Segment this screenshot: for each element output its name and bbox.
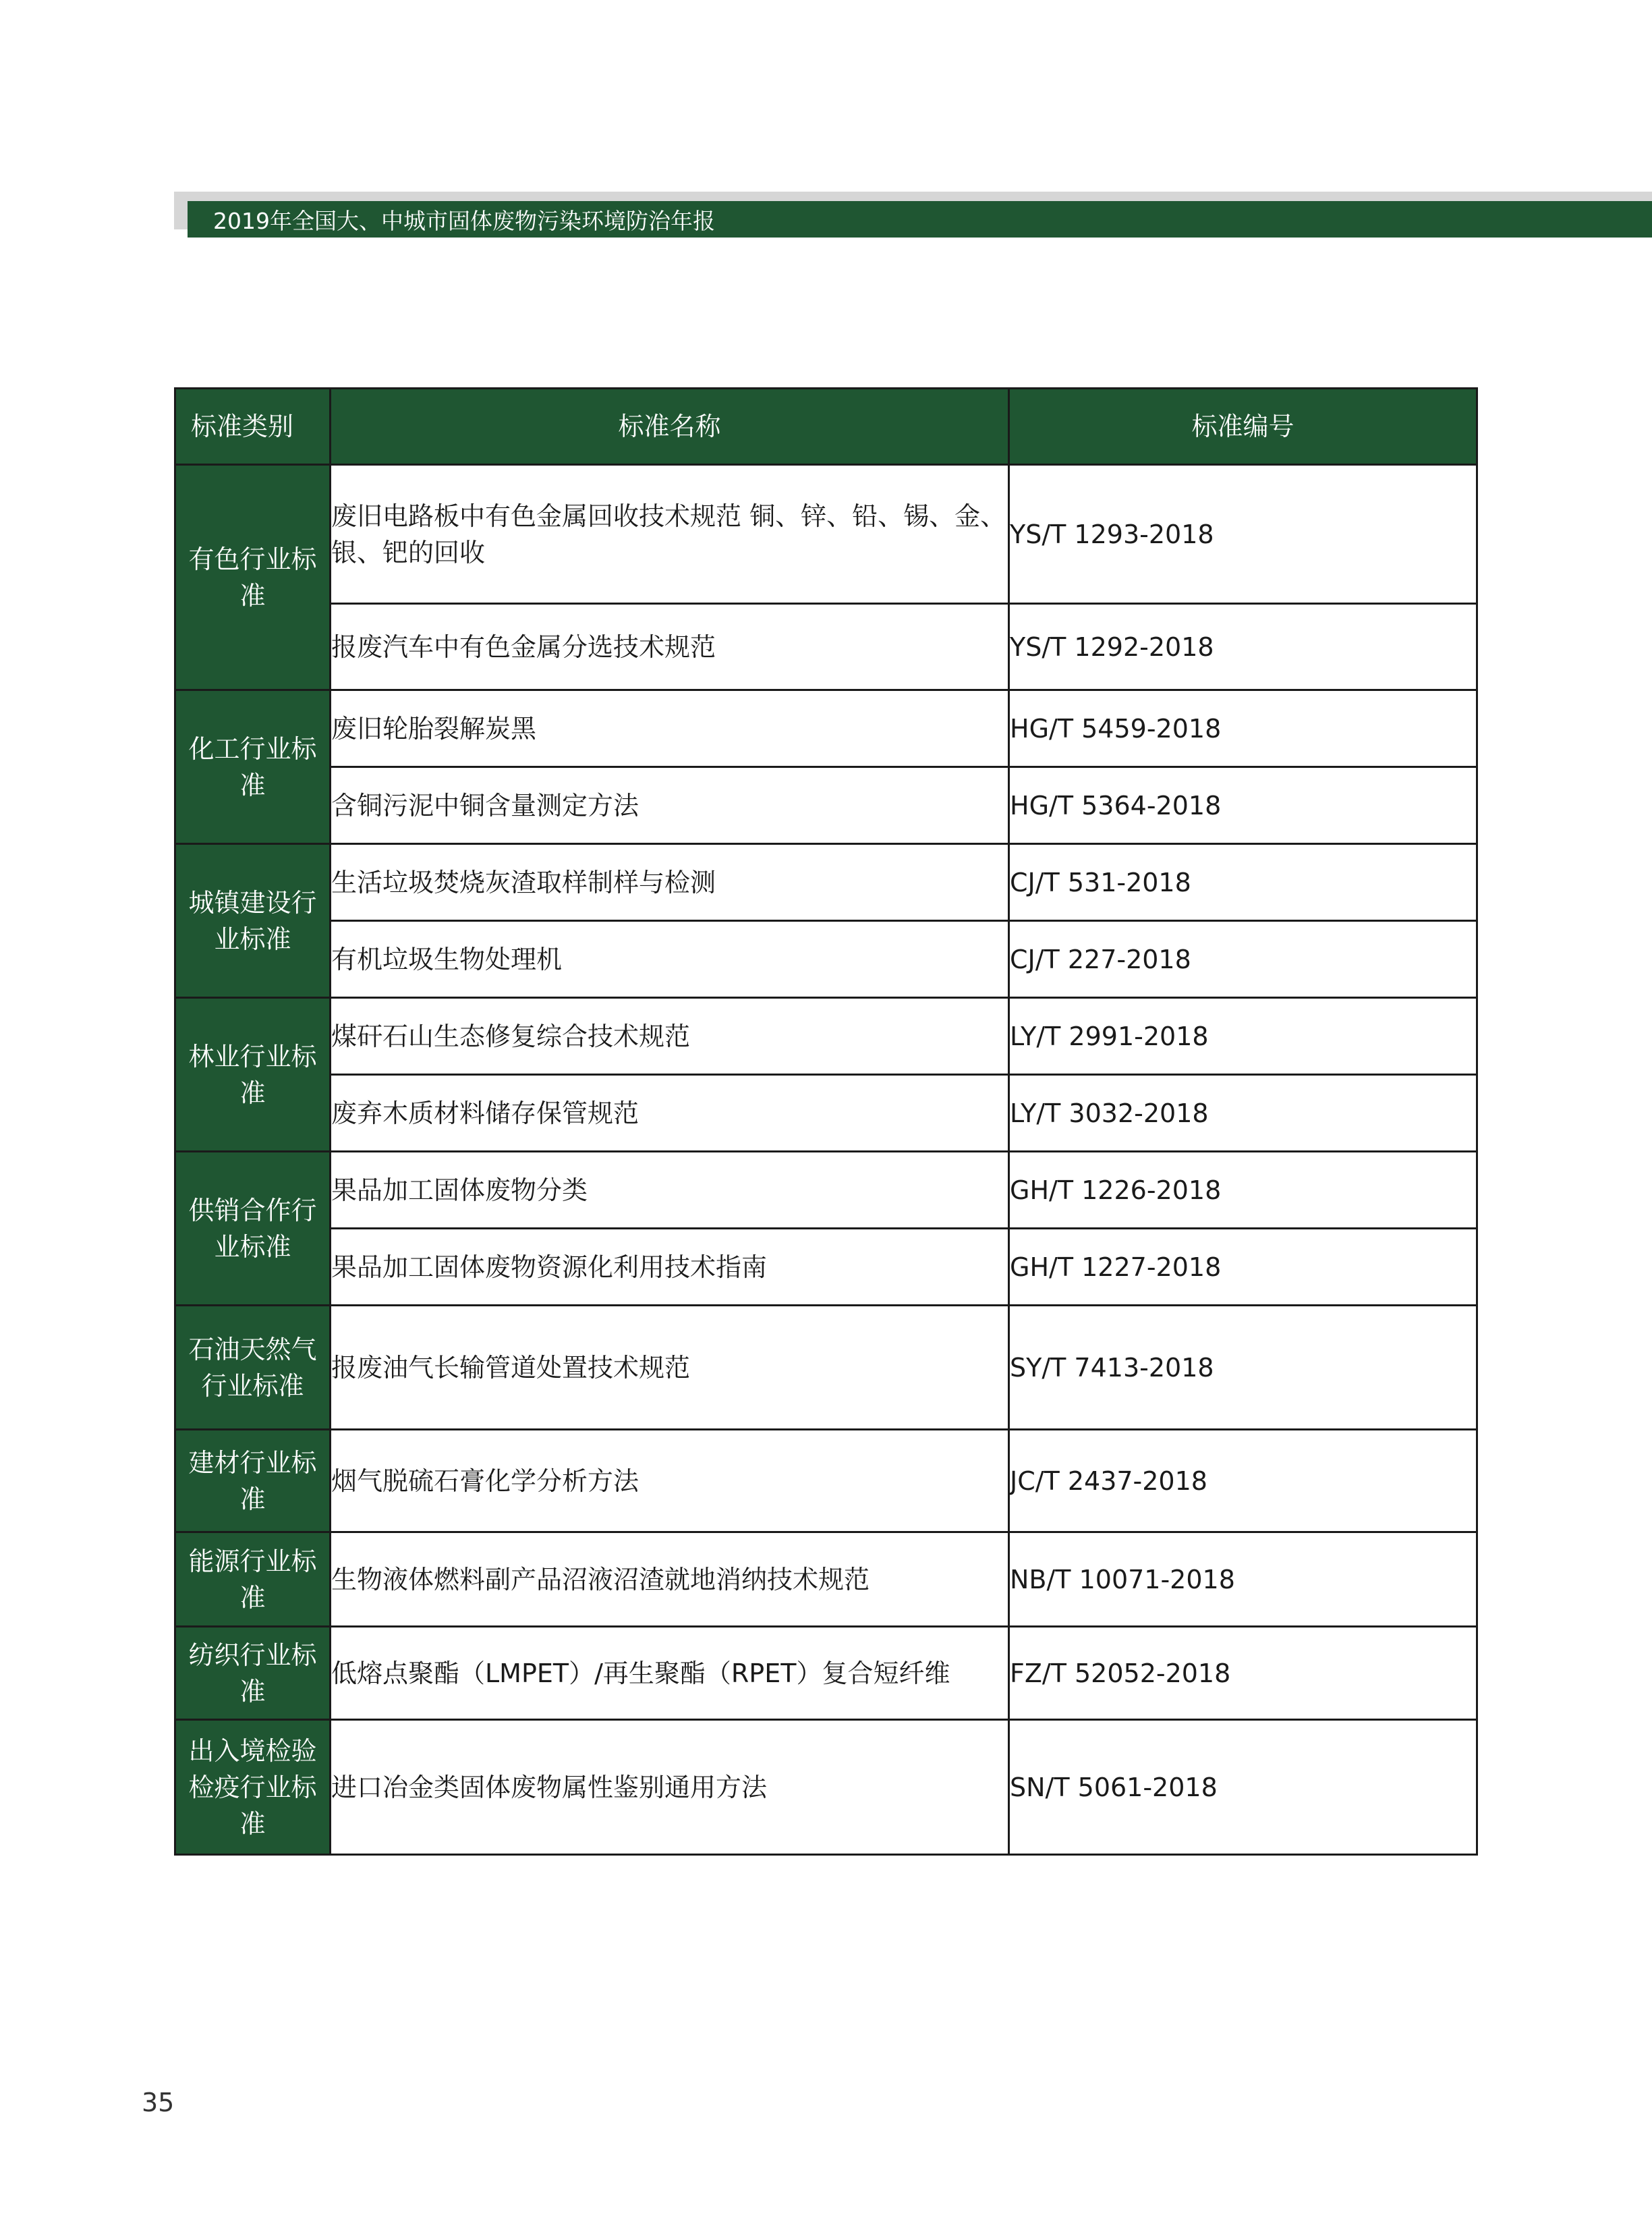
standard-name: 含铜污泥中铜含量测定方法 bbox=[331, 767, 1009, 844]
standard-name: 生活垃圾焚烧灰渣取样制样与检测 bbox=[331, 844, 1009, 921]
standard-code: JC/T 2437-2018 bbox=[1009, 1430, 1477, 1532]
standard-name: 报废汽车中有色金属分选技术规范 bbox=[331, 604, 1009, 690]
table-row bbox=[175, 1720, 1477, 1855]
standard-code: NB/T 10071-2018 bbox=[1009, 1532, 1477, 1627]
standard-name: 进口冶金类固体废物属性鉴别通用方法 bbox=[331, 1720, 1009, 1855]
category-cell: 林业行业标准 bbox=[175, 998, 331, 1152]
standard-name: 有机垃圾生物处理机 bbox=[331, 921, 1009, 998]
standard-name: 烟气脱硫石膏化学分析方法 bbox=[331, 1430, 1009, 1532]
column-header-name: 标准名称 bbox=[331, 389, 1009, 465]
report-header-bar bbox=[188, 201, 1652, 238]
table-row bbox=[175, 1532, 1477, 1627]
standard-code: FZ/T 52052-2018 bbox=[1009, 1627, 1477, 1720]
category-cell: 建材行业标准 bbox=[175, 1430, 331, 1532]
standard-name: 废弃木质材料储存保管规范 bbox=[331, 1075, 1009, 1152]
standard-code: CJ/T 531-2018 bbox=[1009, 844, 1477, 921]
standard-name: 报废油气长输管道处置技术规范 bbox=[331, 1306, 1009, 1430]
standard-name: 废旧电路板中有色金属回收技术规范 铜、锌、铅、锡、金、银、钯的回收 bbox=[331, 465, 1009, 604]
page-number: 35 bbox=[142, 2088, 175, 2117]
table-row bbox=[175, 690, 1477, 767]
standard-code: YS/T 1293-2018 bbox=[1009, 465, 1477, 604]
standard-name: 生物液体燃料副产品沼液沼渣就地消纳技术规范 bbox=[331, 1532, 1009, 1627]
category-cell: 有色行业标准 bbox=[175, 465, 331, 690]
category-cell: 石油天然气行业标准 bbox=[175, 1306, 331, 1430]
table-row bbox=[175, 767, 1477, 844]
standards-table bbox=[174, 387, 1478, 1856]
table-row bbox=[175, 1075, 1477, 1152]
standard-code: HG/T 5459-2018 bbox=[1009, 690, 1477, 767]
standard-code: GH/T 1227-2018 bbox=[1009, 1229, 1477, 1306]
category-cell: 供销合作行业标准 bbox=[175, 1152, 331, 1306]
standard-code: LY/T 2991-2018 bbox=[1009, 998, 1477, 1075]
table-row bbox=[175, 1152, 1477, 1229]
table-row bbox=[175, 1627, 1477, 1720]
standard-code: CJ/T 227-2018 bbox=[1009, 921, 1477, 998]
category-cell: 城镇建设行业标准 bbox=[175, 844, 331, 998]
category-cell: 纺织行业标准 bbox=[175, 1627, 331, 1720]
standard-name: 废旧轮胎裂解炭黑 bbox=[331, 690, 1009, 767]
standard-name: 煤矸石山生态修复综合技术规范 bbox=[331, 998, 1009, 1075]
column-header-code: 标准编号 bbox=[1009, 389, 1477, 465]
category-cell: 化工行业标准 bbox=[175, 690, 331, 844]
table-header-row bbox=[175, 389, 1477, 465]
standard-code: SY/T 7413-2018 bbox=[1009, 1306, 1477, 1430]
standard-name: 低熔点聚酯（LMPET）/再生聚酯（RPET）复合短纤维 bbox=[331, 1627, 1009, 1720]
table-row bbox=[175, 1306, 1477, 1430]
standard-code: SN/T 5061-2018 bbox=[1009, 1720, 1477, 1855]
standard-code: HG/T 5364-2018 bbox=[1009, 767, 1477, 844]
table-row bbox=[175, 604, 1477, 690]
category-cell: 能源行业标准 bbox=[175, 1532, 331, 1627]
category-cell: 出入境检验检疫行业标准 bbox=[175, 1720, 331, 1855]
report-title: 2019年全国大、中城市固体废物污染环境防治年报 bbox=[213, 207, 715, 234]
header-decoration-tab bbox=[174, 192, 188, 229]
column-header-category: 标准类别 bbox=[175, 389, 331, 465]
table-row bbox=[175, 465, 1477, 604]
standard-code: YS/T 1292-2018 bbox=[1009, 604, 1477, 690]
table-row bbox=[175, 1430, 1477, 1532]
standard-name: 果品加工固体废物分类 bbox=[331, 1152, 1009, 1229]
table-row bbox=[175, 844, 1477, 921]
table-row bbox=[175, 998, 1477, 1075]
standard-code: LY/T 3032-2018 bbox=[1009, 1075, 1477, 1152]
table-row bbox=[175, 1229, 1477, 1306]
standard-code: GH/T 1226-2018 bbox=[1009, 1152, 1477, 1229]
standard-name: 果品加工固体废物资源化利用技术指南 bbox=[331, 1229, 1009, 1306]
table-row bbox=[175, 921, 1477, 998]
